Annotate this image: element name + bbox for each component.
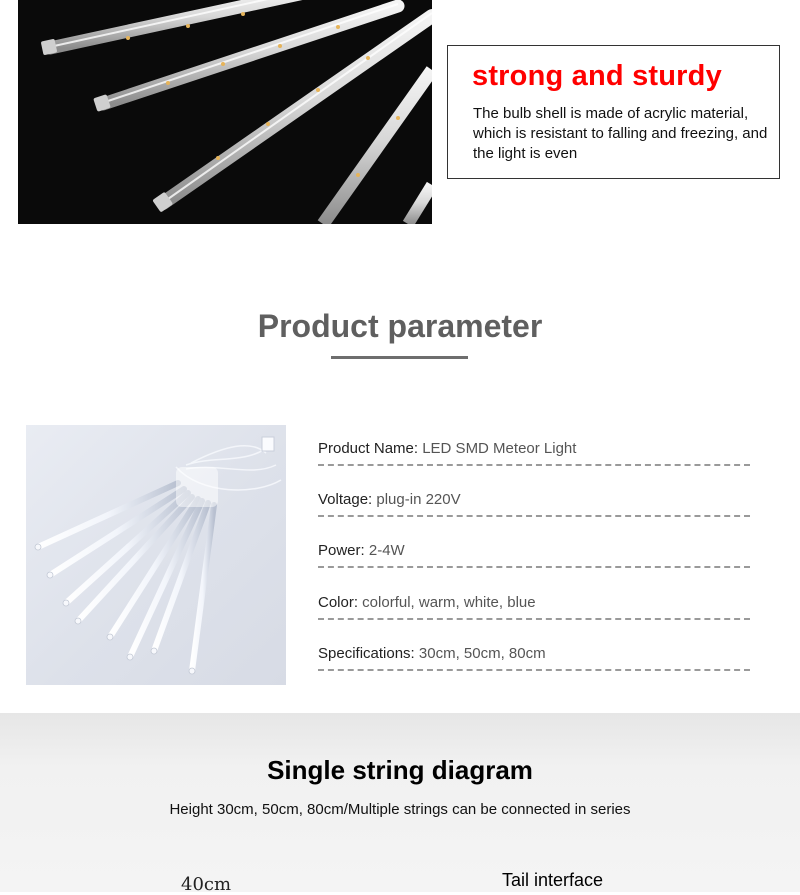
diagram-title: Single string diagram [267, 755, 533, 785]
tube-5 [408, 185, 432, 224]
spec-value: colorful, warm, white, blue [358, 594, 536, 611]
feature-callout-box [447, 45, 780, 179]
feature-title: strong and sturdy [472, 60, 722, 92]
spec-row-color [318, 594, 750, 620]
spec-label: Color: [318, 594, 359, 611]
spec-row-specifications [318, 645, 750, 671]
product-photo [26, 425, 286, 685]
plug [262, 437, 274, 451]
feature-description: The bulb shell is made of acrylic material, which is resistant to falling and freezing, and the light is even [473, 105, 768, 162]
acrylic-tubes-illustration [18, 0, 432, 224]
light-sticks [38, 483, 214, 671]
hero-product-photo [18, 0, 432, 224]
spec-label: Specifications: [318, 645, 415, 662]
connector-hub [176, 467, 218, 507]
single-string-diagram-section [0, 713, 800, 895]
spec-value: plug-in 220V [372, 491, 461, 508]
meteor-light-illustration [26, 425, 286, 685]
product-parameter-title: Product parameter [257, 308, 543, 344]
spec-row-voltage [318, 491, 750, 517]
diagram-subtitle: Height 30cm, 50cm, 80cm/Multiple strings can be connected in series [169, 801, 631, 818]
tube-2 [93, 4, 398, 112]
dimension-label: 40cm [181, 874, 232, 895]
spec-label: Voltage: [318, 491, 373, 508]
spec-value: 30cm, 50cm, 80cm [414, 645, 546, 662]
spec-row-product-name [318, 440, 750, 466]
spec-label: Product Name: [318, 440, 419, 457]
title-underline-divider [331, 356, 468, 359]
spec-row-power [318, 542, 750, 568]
spec-label: Power: [318, 542, 365, 559]
spec-value: LED SMD Meteor Light [418, 440, 577, 457]
spec-value: 2-4W [364, 542, 405, 559]
tail-interface-label: Tail interface [502, 870, 604, 890]
